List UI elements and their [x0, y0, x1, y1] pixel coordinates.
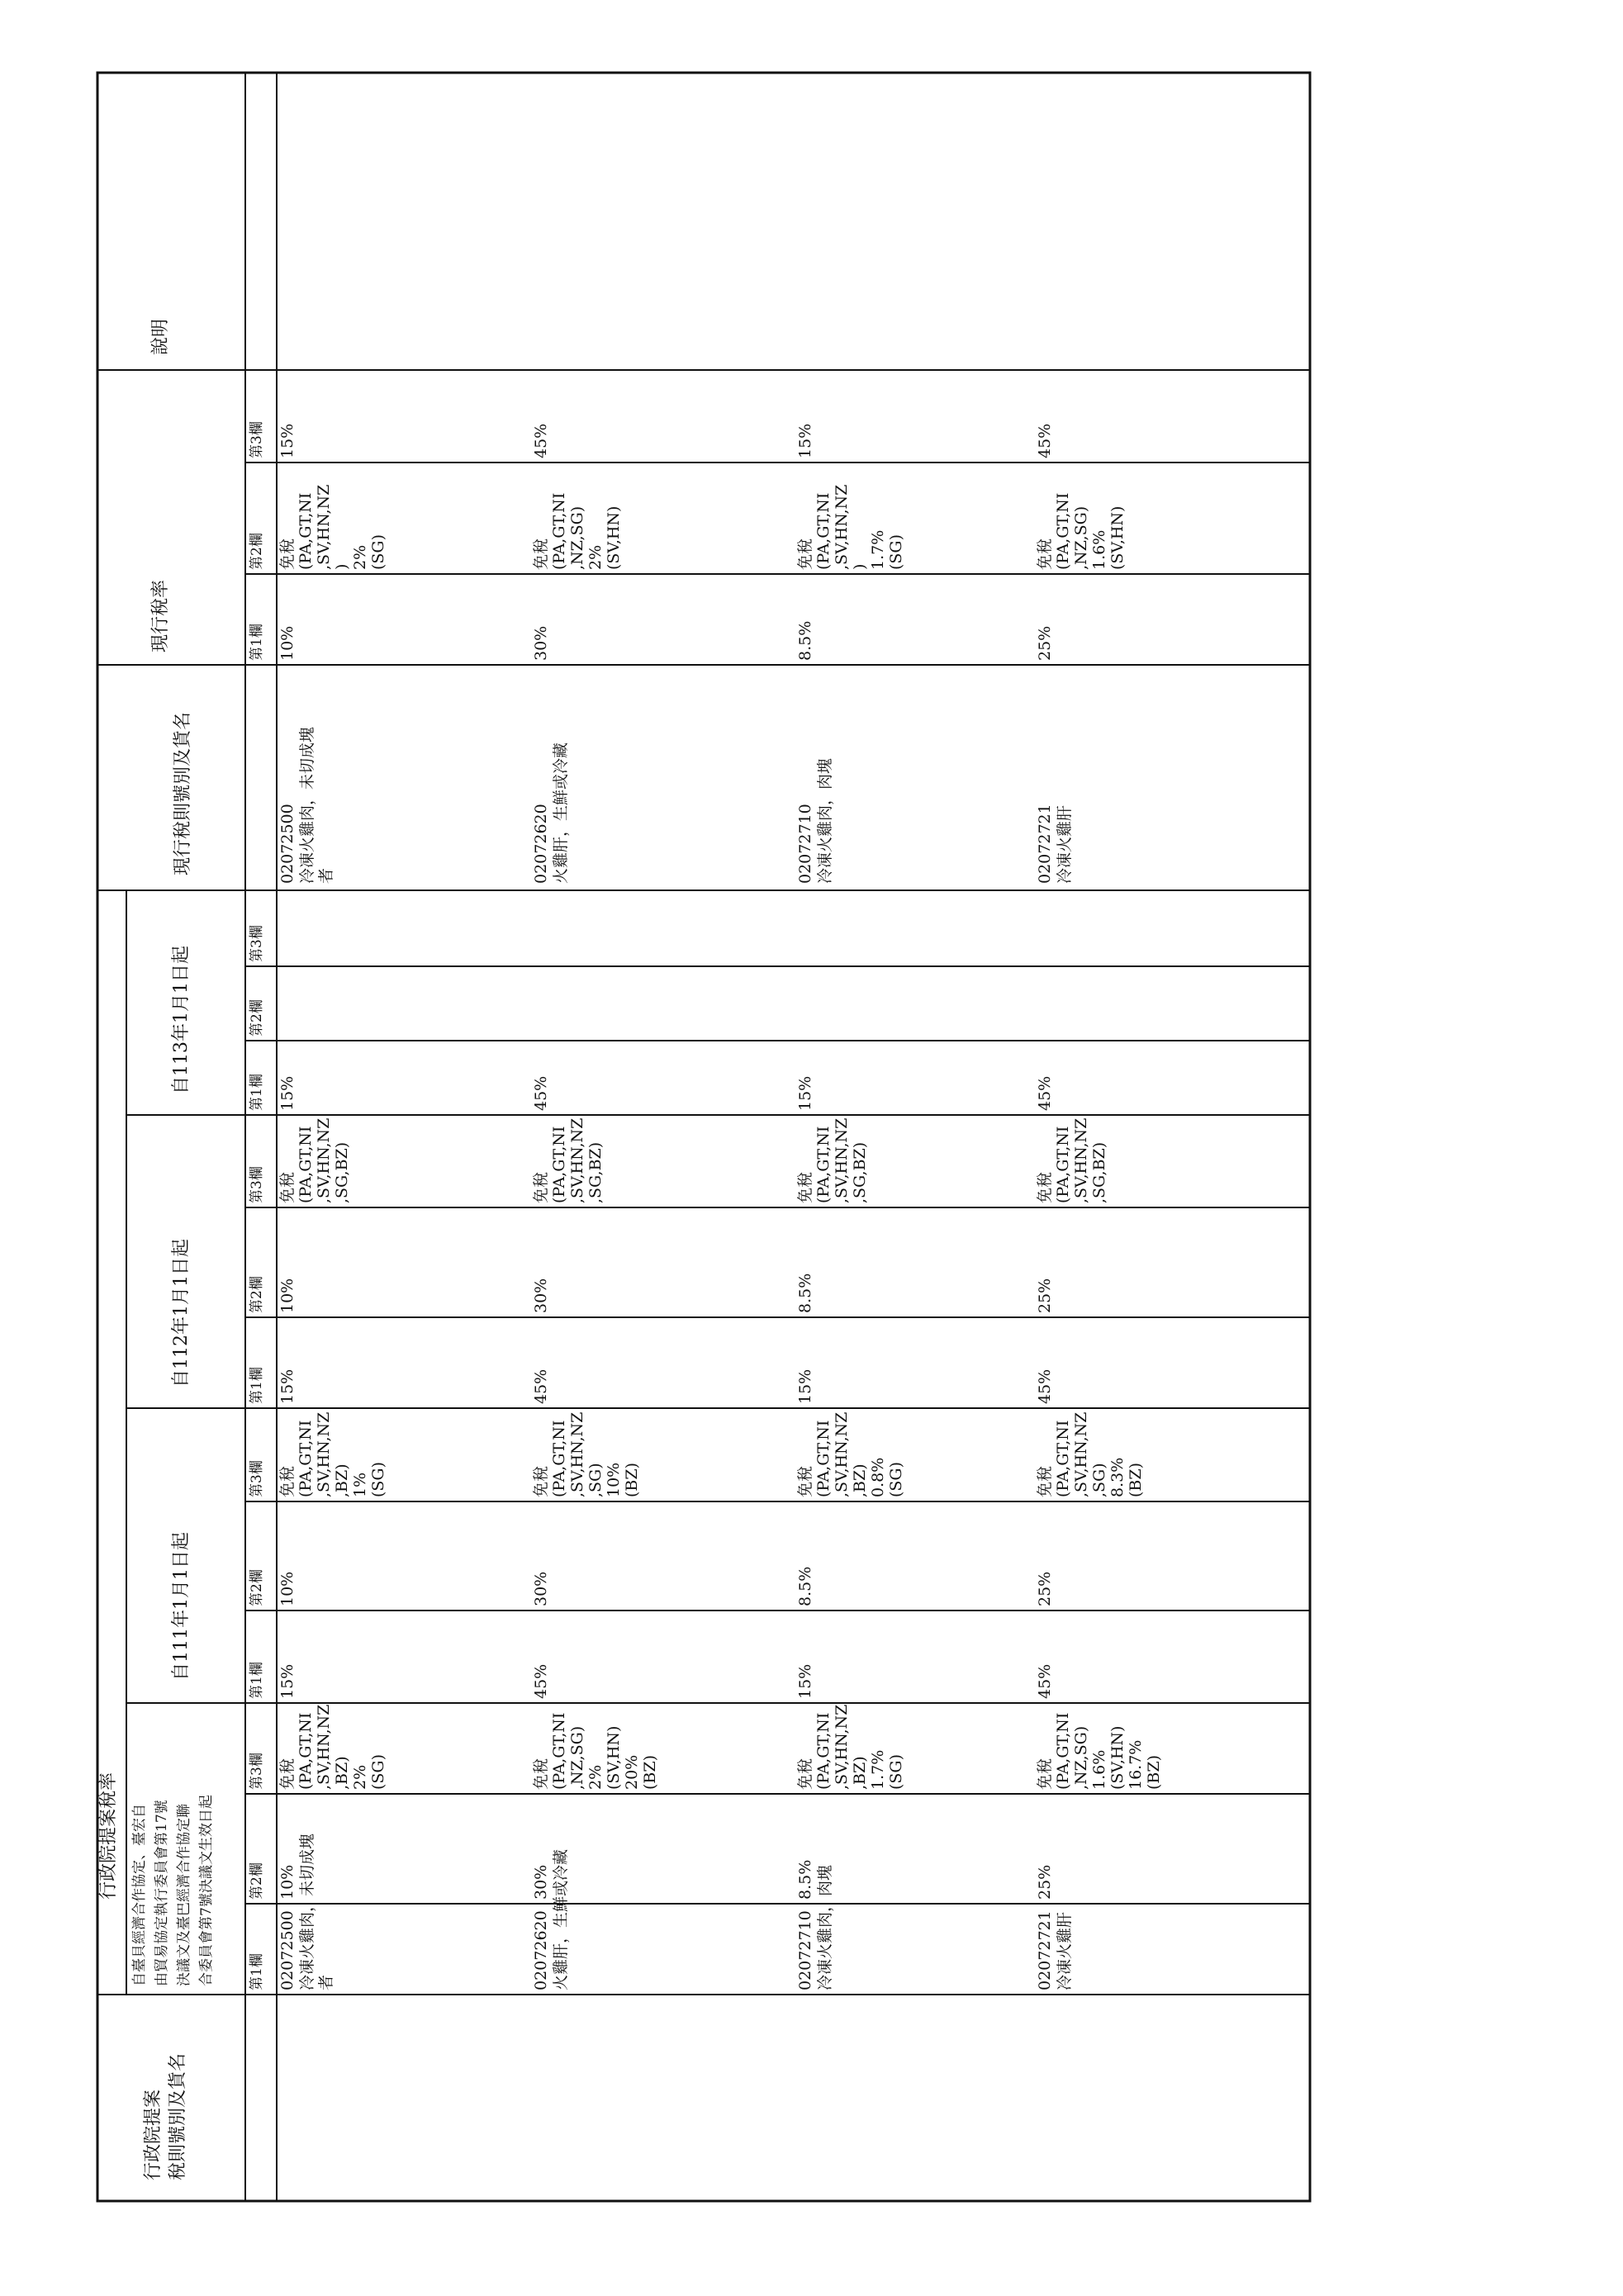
- y111-col1: 25%: [1036, 1571, 1054, 1606]
- y111-col2: ,BZ): [851, 1463, 869, 1497]
- cur-col2: (SG): [887, 534, 905, 570]
- y111-col2: (SG): [369, 1461, 387, 1497]
- y112-col2: ,SV,HN,NZ: [568, 1117, 586, 1203]
- y112-col2: 免稅: [532, 1171, 550, 1203]
- cur-col2: 2%: [351, 544, 369, 570]
- cur-col3: 45%: [532, 423, 550, 458]
- cur-col2: (PA,GT,NI: [550, 492, 568, 570]
- y112-col3: 45%: [1036, 1075, 1054, 1111]
- cur-col2: (SV,HN): [605, 505, 623, 570]
- eff-col3: 15%: [796, 1663, 814, 1699]
- cur-col2: ): [851, 563, 869, 570]
- y111-col2: (PA,GT,NI: [297, 1420, 315, 1497]
- y112-col2: 免稅: [796, 1171, 814, 1203]
- proposal-code-header: 稅則號別及貨名: [168, 2052, 188, 2180]
- eff-col2: 2%: [351, 1764, 369, 1790]
- y112-col2: 免稅: [278, 1171, 297, 1203]
- cur-col1: 30%: [532, 625, 550, 661]
- eff-col2: 2%: [586, 1764, 605, 1790]
- y111-col2: (PA,GT,NI: [1054, 1420, 1072, 1497]
- y112-col2: (PA,GT,NI: [550, 1126, 568, 1203]
- y112-col3: 15%: [796, 1075, 814, 1111]
- eff-col2: 1.6%: [1090, 1749, 1108, 1790]
- eff-col2: (BZ): [1145, 1755, 1163, 1790]
- cur-col2: ,NZ,SG): [568, 505, 586, 570]
- y112-col2: (PA,GT,NI: [1054, 1126, 1072, 1203]
- row-code: 02072620: [532, 1910, 550, 1990]
- cur-col3: 45%: [1036, 423, 1054, 458]
- y111-col2: ,BZ): [333, 1463, 351, 1497]
- group-111-title: 自111年1月1日起: [171, 1532, 192, 1681]
- y112-col2: ,SG,BZ): [333, 1141, 351, 1203]
- cur-col1: 8.5%: [796, 620, 814, 661]
- eff-col2: 20%: [623, 1754, 641, 1790]
- cur-name: 者: [317, 867, 335, 884]
- col-header-cur-col1: 第1欄: [249, 624, 265, 661]
- y112-col2: ,SV,HN,NZ: [833, 1117, 851, 1203]
- eff-col2: (SG): [887, 1753, 905, 1790]
- col-header-113-col2: 第2欄: [249, 999, 265, 1037]
- proposal-code-header: 行政院提案: [143, 2089, 164, 2180]
- y111-col3: 15%: [796, 1369, 814, 1404]
- y111-col2: (BZ): [1127, 1463, 1145, 1497]
- y111-col2: 免稅: [532, 1465, 550, 1497]
- col-header-113-col3: 第3欄: [249, 925, 265, 962]
- y112-col2: ,SG,BZ): [851, 1141, 869, 1203]
- y111-col2: 免稅: [796, 1465, 814, 1497]
- cur-col2: 1.7%: [869, 529, 887, 570]
- cur-col2: 免稅: [796, 538, 814, 570]
- cur-col2: ,NZ,SG): [1072, 505, 1090, 570]
- eff-col1: 25%: [1036, 1864, 1054, 1900]
- eff-col2: (PA,GT,NI: [1054, 1712, 1072, 1790]
- y112-col1: 25%: [1036, 1278, 1054, 1313]
- cur-col2: ,SV,HN,NZ: [315, 484, 333, 570]
- cur-col2: (SV,HN): [1108, 505, 1127, 570]
- cur-name: 冷凍火雞肝: [1056, 804, 1074, 884]
- cur-col2: (PA,GT,NI: [814, 492, 833, 570]
- cur-code: 02072620: [532, 804, 550, 884]
- y111-col2: ,SV,HN,NZ: [1072, 1411, 1090, 1497]
- cur-col2: (SG): [369, 534, 387, 570]
- y112-col3: 45%: [532, 1075, 550, 1111]
- y111-col3: 45%: [532, 1369, 550, 1404]
- y112-col2: ,SG,BZ): [1090, 1141, 1108, 1203]
- eff-col2: 免稅: [796, 1758, 814, 1790]
- group-113-title: 自113年1月1日起: [171, 946, 192, 1094]
- y111-col2: ,SG): [1090, 1463, 1108, 1497]
- col-header-cur-col2: 第2欄: [249, 533, 265, 570]
- col-header-eff-col3: 第3欄: [249, 1753, 265, 1790]
- row-name: 冷凍火雞肉，未切成塊: [298, 1833, 316, 1990]
- y111-col2: ,SV,HN,NZ: [568, 1411, 586, 1497]
- y112-col2: (PA,GT,NI: [297, 1126, 315, 1203]
- eff-col2: (BZ): [641, 1755, 659, 1790]
- y111-col2: (PA,GT,NI: [550, 1420, 568, 1497]
- cur-col3: 15%: [796, 423, 814, 458]
- cur-col2: ,SV,HN,NZ: [833, 484, 851, 570]
- col-header-112-col1: 第1欄: [249, 1367, 265, 1404]
- y111-col3: 15%: [278, 1369, 297, 1404]
- y111-col2: (BZ): [623, 1463, 641, 1497]
- y111-col1: 10%: [278, 1571, 297, 1606]
- row-name: 冷凍火雞肝: [1056, 1911, 1074, 1990]
- eff-col2: (SV,HN): [605, 1725, 623, 1790]
- eff-col3: 45%: [532, 1663, 550, 1699]
- cur-code: 02072721: [1036, 804, 1054, 884]
- row-code: 02072710: [796, 1910, 814, 1990]
- y111-col2: ,SV,HN,NZ: [315, 1411, 333, 1497]
- y112-col1: 8.5%: [796, 1273, 814, 1313]
- y112-col2: ,SV,HN,NZ: [315, 1117, 333, 1203]
- eff-col3: 15%: [278, 1663, 297, 1699]
- y111-col2: 免稅: [278, 1465, 297, 1497]
- eff-col2: ,BZ): [333, 1756, 351, 1790]
- y111-col2: 10%: [605, 1462, 623, 1497]
- eff-col2: 免稅: [532, 1758, 550, 1790]
- proposal-title: 行政院提案稅率: [98, 1772, 119, 1900]
- eff-col2: 免稅: [278, 1758, 297, 1790]
- eff-col3: 45%: [1036, 1663, 1054, 1699]
- col-header-111-col3: 第3欄: [249, 1460, 265, 1497]
- y111-col2: ,SG): [586, 1463, 605, 1497]
- eff-col2: ,NZ,SG): [568, 1725, 586, 1790]
- row-name: 者: [317, 1974, 335, 1990]
- col-header-113-col1: 第1欄: [249, 1074, 265, 1111]
- cur-code: 02072500: [278, 804, 297, 884]
- eff-col1: 30%: [532, 1864, 550, 1900]
- y111-col2: ,SV,HN,NZ: [833, 1411, 851, 1497]
- y111-col2: 免稅: [1036, 1465, 1054, 1497]
- eff-col1: 8.5%: [796, 1859, 814, 1900]
- cur-col2: 免稅: [1036, 538, 1054, 570]
- cur-col2: 1.6%: [1090, 529, 1108, 570]
- row-name: 火雞肝，生鮮或冷藏: [552, 1848, 570, 1990]
- cur-col3: 15%: [278, 423, 297, 458]
- y111-col1: 8.5%: [796, 1566, 814, 1606]
- row-code: 02072500: [278, 1910, 297, 1990]
- eff-col2: (PA,GT,NI: [550, 1712, 568, 1790]
- group-effective-desc: 由貿易協定執行委員會第17號: [154, 1800, 170, 1986]
- y111-col2: 1%: [351, 1472, 369, 1497]
- y112-col1: 10%: [278, 1278, 297, 1313]
- col-header-cur-col3: 第3欄: [249, 421, 265, 458]
- current-code-header: 現行稅則號別及貨名: [173, 711, 193, 875]
- eff-col2: 1.7%: [869, 1749, 887, 1790]
- cur-col2: 2%: [586, 544, 605, 570]
- cur-col2: 免稅: [532, 538, 550, 570]
- cur-col2: (PA,GT,NI: [1054, 492, 1072, 570]
- y112-col2: ,SV,HN,NZ: [1072, 1117, 1090, 1203]
- y111-col2: 0.8%: [869, 1457, 887, 1497]
- col-header-111-col2: 第2欄: [249, 1569, 265, 1606]
- row-code: 02072721: [1036, 1910, 1054, 1990]
- eff-col2: (PA,GT,NI: [297, 1712, 315, 1790]
- eff-col2: ,SV,HN,NZ: [833, 1704, 851, 1790]
- y112-col2: ,SG,BZ): [586, 1141, 605, 1203]
- eff-col2: 16.7%: [1127, 1739, 1145, 1790]
- cur-col1: 10%: [278, 625, 297, 661]
- y112-col2: (PA,GT,NI: [814, 1126, 833, 1203]
- eff-col1: 10%: [278, 1864, 297, 1900]
- notes-title: 說明: [150, 318, 171, 355]
- current-rate-title: 現行稅率: [150, 579, 171, 652]
- col-header-112-col2: 第2欄: [249, 1276, 265, 1313]
- eff-col2: ,NZ,SG): [1072, 1725, 1090, 1790]
- cur-name: 冷凍火雞肉，未切成塊: [298, 726, 316, 884]
- col-header-eff-col2: 第2欄: [249, 1862, 265, 1900]
- y111-col2: 8.3%: [1108, 1457, 1127, 1497]
- eff-col2: (PA,GT,NI: [814, 1712, 833, 1790]
- eff-col2: (SV,HN): [1108, 1725, 1127, 1790]
- cur-name: 火雞肝，生鮮或冷藏: [552, 742, 570, 884]
- y112-col1: 30%: [532, 1278, 550, 1313]
- cur-col2: 免稅: [278, 538, 297, 570]
- col-header-112-col3: 第3欄: [249, 1166, 265, 1203]
- y111-col2: (SG): [887, 1461, 905, 1497]
- row-name: 冷凍火雞肉，肉塊: [816, 1864, 834, 1990]
- group-112-title: 自112年1月1日起: [171, 1239, 192, 1388]
- col-header-111-col1: 第1欄: [249, 1662, 265, 1699]
- group-effective-desc: 自臺貝經濟合作協定、臺宏自: [131, 1804, 148, 1986]
- y112-col2: 免稅: [1036, 1171, 1054, 1203]
- eff-col2: 免稅: [1036, 1758, 1054, 1790]
- group-effective-desc: 決議文及臺巴經濟合作協定聯: [176, 1804, 192, 1986]
- y111-col1: 30%: [532, 1571, 550, 1606]
- eff-col2: ,SV,HN,NZ: [315, 1704, 333, 1790]
- group-effective-desc: 合委員會第7號決議文生效日起: [198, 1795, 215, 1986]
- cur-col1: 25%: [1036, 625, 1054, 661]
- y111-col3: 45%: [1036, 1369, 1054, 1404]
- eff-col2: ,BZ): [851, 1756, 869, 1790]
- cur-code: 02072710: [796, 804, 814, 884]
- y112-col3: 15%: [278, 1075, 297, 1111]
- cur-name: 冷凍火雞肉，肉塊: [816, 757, 834, 884]
- cur-col2: ): [333, 563, 351, 570]
- eff-col2: (SG): [369, 1753, 387, 1790]
- col-header-eff-col1: 第1欄: [249, 1953, 265, 1990]
- y111-col2: (PA,GT,NI: [814, 1420, 833, 1497]
- cur-col2: (PA,GT,NI: [297, 492, 315, 570]
